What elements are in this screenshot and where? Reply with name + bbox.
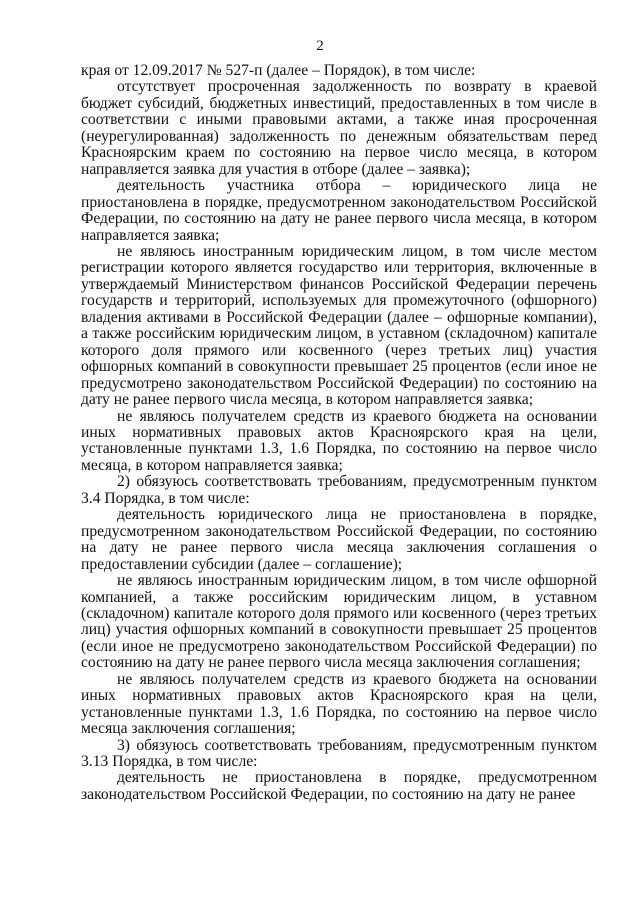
document-body xyxy=(81,63,597,803)
paragraph: не являюсь иностранным юридическим лицом, в том числе офшорной компанией, а также российским юридическим лицом, в уставном (складочном) капитале которого доля прямого или косвенного (через третьих лиц) участия офшорных компаний в совокупности превышает 25 процентов (если иное не предусмотрено законодательством Российской Федерации) по состоянию на дату не ранее первого числа месяца заключения соглашения; xyxy=(81,572,597,672)
paragraph: отсутствует просроченная задолженность по возврату в краевой бюджет субсидий, бюджетных инвестиций, предоставленных в том числе в соответствии с иными правовыми актами, а также иная просроченная (неурегулированная) задолженность по денежным обязательствам перед Красноярским краем по состоянию на первое число месяца, в котором направляется заявка для участия в отборе (далее – заявка); xyxy=(81,78,597,178)
paragraph: 2) обязуюсь соответствовать требованиям, предусмотренным пунктом 3.4 Порядка, в том числе: xyxy=(81,473,597,507)
paragraph: края от 12.09.2017 № 527-п (далее – Порядок), в том числе: xyxy=(81,62,476,79)
paragraph: не являюсь получателем средств из краевого бюджета на основании иных нормативных правовых актов Красноярского края на цели, установленные пунктами 1.3, 1.6 Порядка, по состоянию на первое число месяца, в котором направляется заявка; xyxy=(81,407,597,474)
paragraph: не являюсь иностранным юридическим лицом, в том числе местом регистрации которого является государство или территория, включенные в утверждаемый Министерством финансов Российской Федерации перечень государств и территорий, используемых для промежуточного (офшорного) владения активами в Российской Федерации (далее – офшорные компании), а также российским юридическим лицом, в уставном (складочном) капитале которого доля прямого или косвенного (через третьих лиц) участия офшорных компаний в совокупности превышает 25 процентов (если иное не предусмотрено законодательством Российской Федерации) по состоянию на дату не ранее первого числа месяца, в котором направляется заявка; xyxy=(81,242,597,409)
page-number: 2 xyxy=(316,38,324,54)
paragraph: деятельность юридического лица не приостановлена в порядке, предусмотренном законодательством Российской Федерации, по состоянию на дату не ранее первого числа месяца заключения соглашения о предоставлении субсидии (далее – соглашение); xyxy=(81,506,597,573)
paragraph: 3) обязуюсь соответствовать требованиям, предусмотренным пунктом 3.13 Порядка, в том числе: xyxy=(81,736,597,771)
paragraph: не являюсь получателем средств из краевого бюджета на основании иных нормативных правовых актов Красноярского края на цели, установленные пунктами 1.3, 1.6 Порядка, по состоянию на первое число месяца заключения соглашения; xyxy=(81,670,597,738)
paragraph: деятельность не приостановлена в порядке, предусмотренном законодательством Российской Федерации, по состоянию на дату не ранее xyxy=(81,769,597,803)
paragraph: деятельность участника отбора – юридического лица не приостановлена в порядке, предусмотренном законодательством Российской Федерации, по состоянию на дату не ранее первого числа месяца, в котором направляется заявка; xyxy=(81,177,597,244)
